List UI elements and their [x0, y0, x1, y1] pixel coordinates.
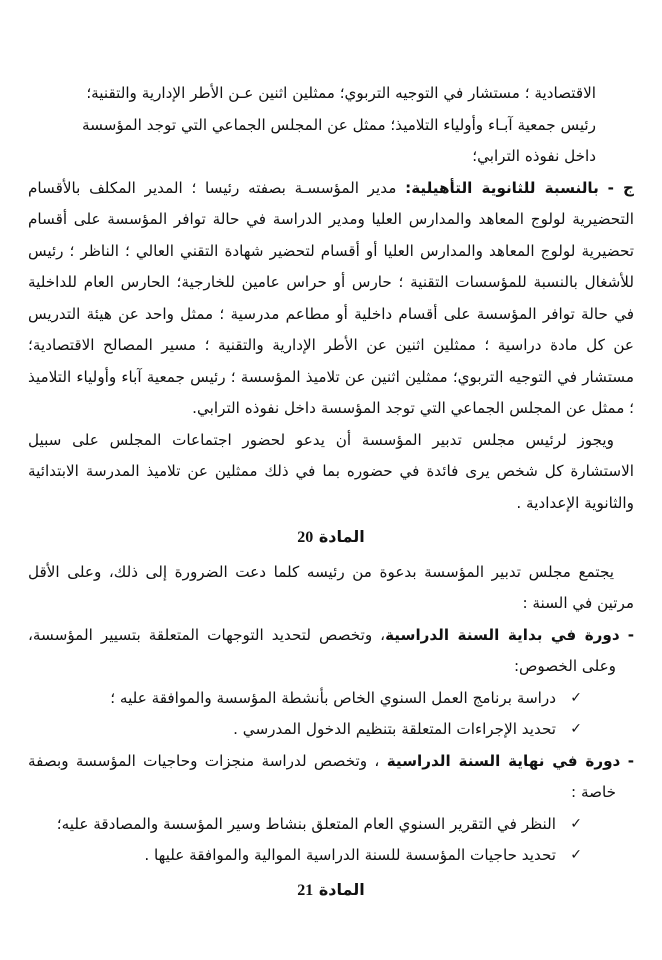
session-end-of-year — [28, 746, 634, 809]
list-item — [28, 840, 582, 872]
article-21-label: المادة — [318, 879, 365, 899]
list-item — [28, 809, 582, 841]
session-1-item-2: تحديد الإجراءات المتعلقة بتنظيم الدخول المدرسي . — [233, 720, 556, 738]
session-1-checklist — [28, 683, 634, 746]
session-2-checklist — [28, 809, 634, 872]
top-line-2: رئيس جمعية آبـاء وأولياء التلاميذ؛ ممثل عن المجلس الجماعي التي توجد المؤسسة — [81, 115, 596, 134]
section-j-marker: ج - — [607, 178, 634, 197]
article-21-number: 21 — [297, 881, 314, 899]
article-20-number: 20 — [297, 529, 314, 546]
session-2-rest: ، وتخصص لدراسة منجزات وحاجيات المؤسسة وبصفة خاصة : — [28, 751, 616, 801]
session-2-item-1: النظر في التقرير السنوي العام المتعلق بنشاط وسير المؤسسة والمصادقة عليه؛ — [56, 814, 556, 833]
check-icon: ✓ — [570, 721, 582, 737]
session-2-title: دورة في نهاية السنة الدراسية — [386, 751, 621, 770]
check-icon: ✓ — [570, 815, 582, 832]
article-20-label: المادة — [318, 527, 365, 546]
invite-paragraph: ويجوز لرئيس مجلس تدبير المؤسسة أن يدعو لحضور اجتماعات المجلس على سبيل الاستشارة كل شخص يرى فائدة في حضوره بما في ذلك ممثلين عن تلاميذ المدرسة الابتدائية والثانوية الإعدادية . — [28, 430, 634, 512]
section-j-paragraph — [28, 173, 634, 425]
check-icon: ✓ — [570, 847, 582, 863]
list-item — [28, 683, 582, 715]
session-1-title: دورة في بداية السنة الدراسية — [385, 625, 620, 644]
section-j-body: مدير المؤسسـة بصفته رئيسا ؛ المدير المكلف بالأقسام التحضيرية لولوج المعاهد والمدارس العليا ومدير الدراسة في حالة توافر المؤسسة على أقسام تحضيرية لولوج المعاهد والمدارس العليا أو أقسام لتحضير شهادة التقني العالي ؛ الناظر ؛ رئيس للأشغال بالنسبة للمؤسسات التقنية ؛ حارس أو حراس عامين للخارجية؛ الحارس العام للداخلية في حالة توافر المؤسسة على أقسام داخلية أو مطاعم مدرسية ؛ ممثل واحد عن هيئة التدريس عن كل مادة دراسية ؛ ممثلين اثنين عن الأطر الإدارية والتقنية ؛ مسير المصالح الاقتصادية؛ مستشار في التوجيه التربوي؛ ممثلين اثنين عن تلاميذ المؤسسة ؛ رئيس جمعية آباء وأولياء التلاميذ ؛ ممثل عن المجلس الجماعي التي توجد المؤسسة داخل نفوذه الترابي. — [28, 178, 634, 417]
session-1-item-1: دراسة برنامج العمل السنوي الخاص بأنشطة المؤسسة والموافقة عليه ؛ — [110, 688, 556, 707]
session-2-dash: - — [627, 751, 634, 770]
top-line-3: داخل نفوذه الترابي؛ — [472, 147, 596, 165]
session-1-dash: - — [627, 625, 634, 644]
list-item — [28, 714, 582, 746]
session-1-rest: ، وتخصص لتحديد التوجهات المتعلقة بتسيير المؤسسة، وعلى الخصوص: — [28, 625, 616, 675]
article-20-heading — [28, 521, 634, 554]
top-paragraph — [28, 78, 634, 173]
top-line-1: الاقتصادية ؛ مستشار في التوجيه التربوي؛ ممثلين اثنين عـن الأطر الإدارية والتقنية؛ — [86, 84, 596, 102]
article-20-intro: يجتمع مجلس تدبير المؤسسة بدعوة من رئيسه كلما دعت الضرورة إلى ذلك، وعلى الأقل مرتين في السنة : — [28, 562, 634, 612]
section-j-title: بالنسبة للثانوية التأهيلية: — [405, 178, 599, 197]
check-icon: ✓ — [570, 689, 582, 706]
session-2-item-2: تحديد حاجيات المؤسسة للسنة الدراسية الموالية والموافقة عليها . — [144, 846, 556, 864]
article-21-heading — [28, 874, 634, 907]
session-start-of-year — [28, 620, 634, 683]
document-page — [28, 78, 634, 909]
